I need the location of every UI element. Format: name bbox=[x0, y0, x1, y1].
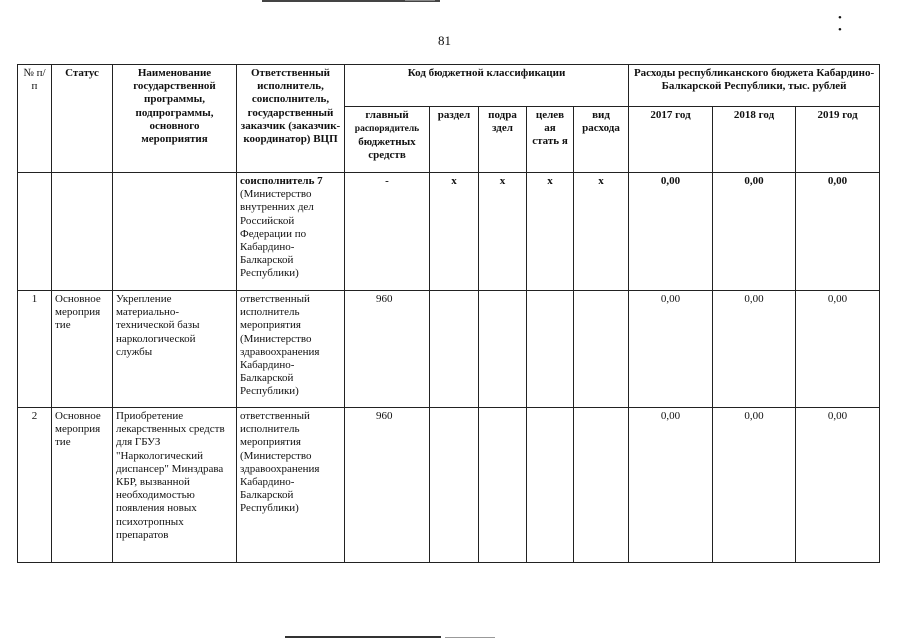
row-razdel bbox=[430, 291, 479, 408]
row-2018: 0,00 bbox=[713, 173, 796, 291]
row-executor-detail: (Министерство внутренних дел Российской Федерации по Кабардино-Балкарской Республики) bbox=[240, 188, 314, 280]
row-2018: 0,00 bbox=[713, 291, 796, 408]
header-target: целев ая стать я bbox=[527, 107, 574, 173]
row-2018: 0,00 bbox=[713, 408, 796, 563]
row-podrazdel bbox=[479, 291, 527, 408]
row-target bbox=[527, 408, 574, 563]
header-expenses: Расходы республиканского бюджета Кабардино-Балкарской Республики, тыс. рублей bbox=[629, 65, 880, 107]
row-status: Основное мероприя тие bbox=[52, 291, 113, 408]
table-row bbox=[18, 291, 880, 408]
header-2019: 2019 год bbox=[796, 107, 880, 173]
row-executor bbox=[237, 173, 345, 291]
header-2017: 2017 год bbox=[629, 107, 713, 173]
row-name: Укрепление материально-технической базы наркологической службы bbox=[113, 291, 237, 408]
page-number: 81 bbox=[438, 33, 451, 48]
row-2019: 0,00 bbox=[796, 173, 880, 291]
header-budget-code: Код бюджетной классификации bbox=[345, 65, 629, 107]
header-razdel: раздел bbox=[430, 107, 479, 173]
header-expense-type: вид расхода bbox=[574, 107, 629, 173]
header-num: № п/п bbox=[18, 65, 52, 173]
scan-artifact-bottom-secondary bbox=[445, 637, 495, 638]
table-row bbox=[18, 408, 880, 563]
row-podrazdel bbox=[479, 408, 527, 563]
row-razdel: x bbox=[430, 173, 479, 291]
row-type: x bbox=[574, 173, 629, 291]
header-2018: 2018 год bbox=[713, 107, 796, 173]
row-executor: ответственный исполнитель мероприятия (Министерство здравоохранения Кабардино-Балкарской Республики) bbox=[237, 408, 345, 563]
row-name bbox=[113, 173, 237, 291]
row-2019: 0,00 bbox=[796, 291, 880, 408]
row-num: 1 bbox=[18, 291, 52, 408]
row-type bbox=[574, 291, 629, 408]
row-status bbox=[52, 173, 113, 291]
header-grbs-line3: бюджетных средств bbox=[358, 135, 416, 161]
row-executor-role: соисполнитель 7 bbox=[240, 175, 323, 187]
header-podrazdel: подра здел bbox=[479, 107, 527, 173]
table-row bbox=[18, 173, 880, 291]
row-razdel bbox=[430, 408, 479, 563]
row-2019: 0,00 bbox=[796, 408, 880, 563]
row-executor: ответственный исполнитель мероприятия (Министерство здравоохранения Кабардино-Балкарской Республики) bbox=[237, 291, 345, 408]
row-name: Приобретение лекарственных средств для ГБУЗ "Наркологический диспансер" Минздрава КБР, вызванной необходимостью появления новых психотропных препаратов bbox=[113, 408, 237, 563]
row-num: 2 bbox=[18, 408, 52, 563]
scan-artifact-top-secondary bbox=[405, 0, 435, 1]
header-grbs-line1: главный bbox=[365, 109, 409, 121]
corner-marks: • • bbox=[838, 12, 866, 36]
row-target: x bbox=[527, 173, 574, 291]
row-2017: 0,00 bbox=[629, 408, 713, 563]
budget-table bbox=[17, 64, 880, 563]
header-executor: Ответственный исполнитель, соисполнитель, государственный заказчик (заказчик-координатор) ВЦП bbox=[237, 65, 345, 173]
row-num bbox=[18, 173, 52, 291]
header-status: Статус bbox=[52, 65, 113, 173]
row-target bbox=[527, 291, 574, 408]
row-grbs: - bbox=[345, 173, 430, 291]
row-type bbox=[574, 408, 629, 563]
header-name: Наименование государственной программы, подпрограммы, основного мероприятия bbox=[113, 65, 237, 173]
scan-artifact-bottom bbox=[285, 636, 441, 638]
row-2017: 0,00 bbox=[629, 173, 713, 291]
row-status: Основное мероприя тие bbox=[52, 408, 113, 563]
row-grbs: 960 bbox=[345, 291, 430, 408]
row-2017: 0,00 bbox=[629, 291, 713, 408]
header-grbs-line2: распорядитель bbox=[354, 124, 420, 135]
header-grbs bbox=[345, 107, 430, 173]
row-grbs: 960 bbox=[345, 408, 430, 563]
row-podrazdel: x bbox=[479, 173, 527, 291]
